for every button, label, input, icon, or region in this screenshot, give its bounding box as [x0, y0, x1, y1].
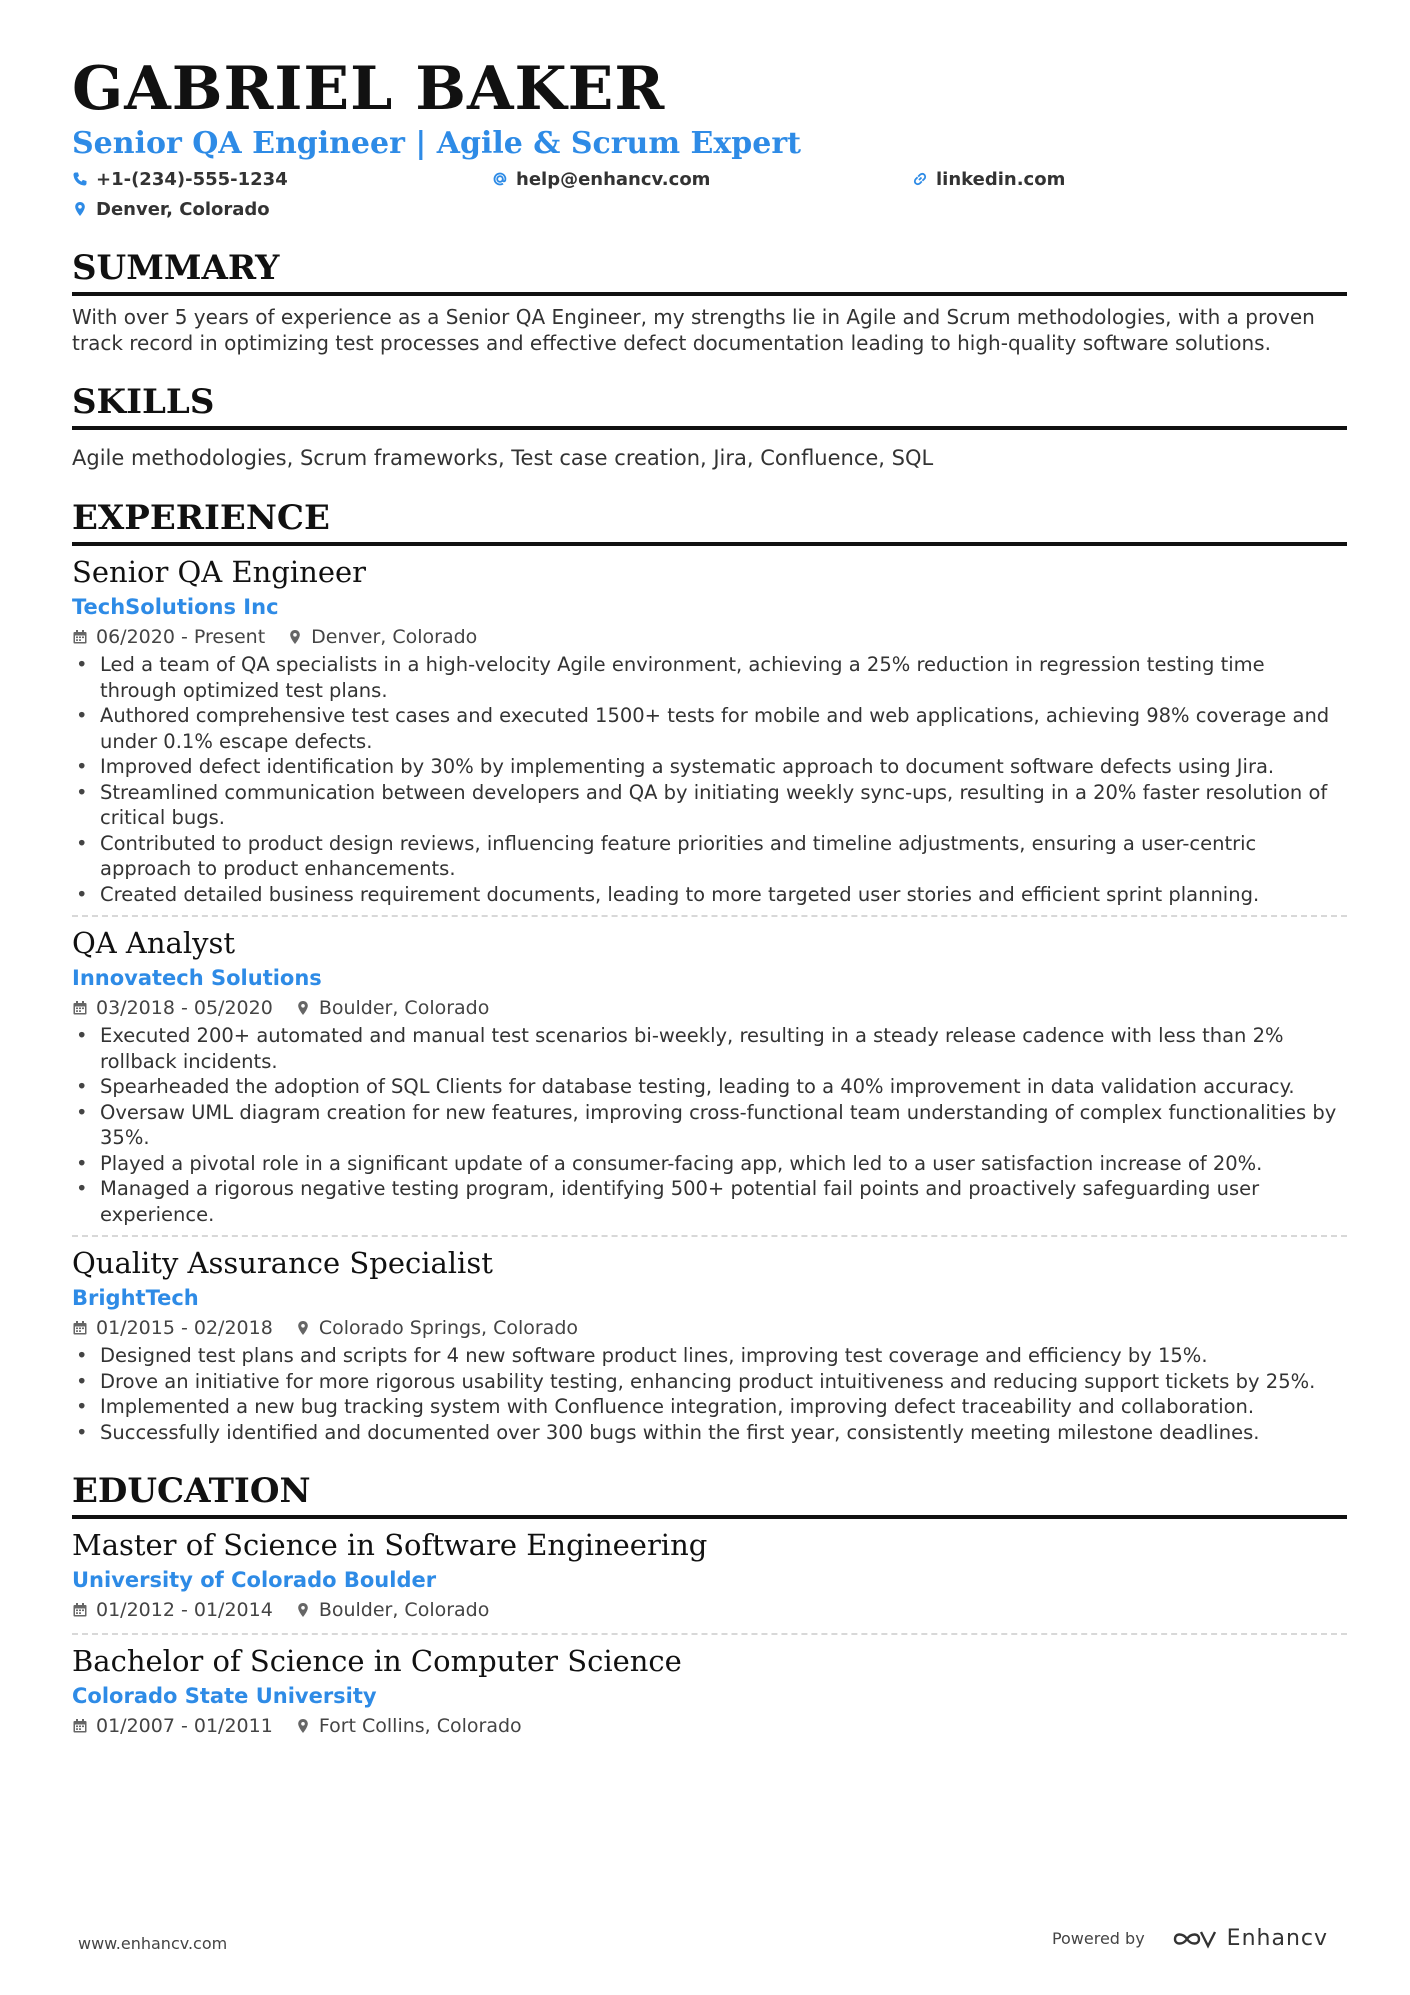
job-location [295, 1313, 578, 1343]
calendar-icon [72, 1718, 88, 1734]
education-entry [72, 1633, 1347, 1741]
map-pin-icon [72, 201, 88, 217]
calendar-icon [72, 1000, 88, 1016]
skills-heading: SKILLS [72, 382, 1347, 430]
bullet-item: • Oversaw UML diagram creation for new features, improving cross-functional team understanding of complex functionalities by 35%. [72, 1100, 1347, 1151]
experience-entry [72, 915, 1347, 1227]
education-location [295, 1595, 490, 1625]
experience-entry [72, 546, 1347, 907]
education-meta [72, 1595, 1347, 1625]
bullet-item: • Executed 200+ automated and manual test scenarios bi-weekly, resulting in a steady release cadence with less than 2% rollback incidents. [72, 1023, 1347, 1074]
job-location-text: Denver, Colorado [311, 626, 478, 648]
summary-section [72, 248, 1347, 356]
phone-number: +1-(234)-555-1234 [96, 168, 288, 190]
education-dates: 01/2012 - 01/2014 [96, 1599, 273, 1621]
job-dates: 03/2018 - 05/2020 [96, 997, 273, 1019]
bullet-item: • Managed a rigorous negative testing program, identifying 500+ potential fail points and proactively safeguarding user experience. [72, 1176, 1347, 1227]
job-bullets [72, 652, 1347, 907]
candidate-name: GABRIEL BAKER [72, 54, 666, 124]
job-location [295, 993, 490, 1023]
powered-by-label: Powered by [1051, 1929, 1145, 1948]
education-location [295, 1711, 522, 1741]
education-heading: EDUCATION [72, 1471, 1347, 1519]
skills-section [72, 382, 1347, 472]
linkedin-link: linkedin.com [936, 168, 1066, 190]
education-dates: 01/2007 - 01/2011 [96, 1715, 273, 1737]
job-meta [72, 622, 1347, 652]
education-entry [72, 1519, 1347, 1625]
brand-name: Enhancv [1226, 1926, 1328, 1951]
job-location [287, 622, 477, 652]
bullet-item: • Designed test plans and scripts for 4 new software product lines, improving test coverage and efficiency by 15%. [72, 1343, 1347, 1369]
experience-entry [72, 1235, 1347, 1445]
footer-website[interactable]: www.enhancv.com [78, 1934, 228, 1953]
bullet-item: • Implemented a new bug tracking system with Confluence integration, improving defect traceability and collaboration. [72, 1394, 1347, 1420]
education-meta [72, 1711, 1347, 1741]
enhancv-logo-icon [1171, 1927, 1219, 1951]
company-name: BrightTech [72, 1286, 199, 1310]
job-meta [72, 993, 1347, 1023]
map-pin-icon [295, 1602, 311, 1618]
phone-icon [72, 171, 88, 187]
map-pin-icon [295, 1718, 311, 1734]
map-pin-icon [295, 1000, 311, 1016]
bullet-item: • Played a pivotal role in a significant update of a consumer-facing app, which led to a user satisfaction increase of 20%. [72, 1151, 1347, 1177]
degree-title: Master of Science in Software Engineering [72, 1528, 708, 1562]
company-name: TechSolutions Inc [72, 595, 279, 619]
job-bullets [72, 1343, 1347, 1445]
contact-email[interactable] [492, 166, 912, 192]
at-sign-icon [492, 171, 508, 187]
company-name: Innovatech Solutions [72, 966, 322, 990]
school-name: Colorado State University [72, 1684, 377, 1708]
bullet-item: • Streamlined communication between developers and QA by initiating weekly sync-ups, resulting in a 20% faster resolution of critical bugs. [72, 780, 1347, 831]
bullet-item: • Improved defect identification by 30% by implementing a systematic approach to document software defects using Jira. [72, 754, 1347, 780]
map-pin-icon [287, 629, 303, 645]
experience-section [72, 498, 1347, 1445]
link-icon [912, 171, 928, 187]
candidate-title: Senior QA Engineer | Agile & Scrum Expert [72, 126, 802, 161]
contact-info [72, 166, 1347, 222]
education-location-text: Boulder, Colorado [318, 1599, 490, 1621]
job-role: Quality Assurance Specialist [72, 1246, 493, 1280]
summary-heading: SUMMARY [72, 248, 1347, 296]
job-location-text: Boulder, Colorado [318, 997, 490, 1019]
bullet-item: • Contributed to product design reviews, influencing feature priorities and timeline adjustments, ensuring a user-centric approach to product enhancements. [72, 831, 1347, 882]
bullet-item: • Successfully identified and documented over 300 bugs within the first year, consistently meeting milestone deadlines. [72, 1420, 1347, 1446]
job-role: QA Analyst [72, 926, 236, 960]
school-name: University of Colorado Boulder [72, 1568, 437, 1592]
contact-linkedin[interactable] [912, 166, 1332, 192]
bullet-item: • Drove an initiative for more rigorous usability testing, enhancing product intuitiveness and reducing support tickets by 25%. [72, 1369, 1347, 1395]
calendar-icon [72, 1602, 88, 1618]
bullet-item: • Spearheaded the adoption of SQL Clients for database testing, leading to a 40% improvement in data validation accuracy. [72, 1074, 1347, 1100]
education-section [72, 1471, 1347, 1741]
page-footer [78, 1926, 1328, 1962]
resume-header [72, 56, 1347, 222]
job-bullets [72, 1023, 1347, 1227]
job-dates: 01/2015 - 02/2018 [96, 1317, 273, 1339]
degree-title: Bachelor of Science in Computer Science [72, 1644, 682, 1678]
footer-branding [1052, 1926, 1328, 1951]
contact-phone [72, 166, 492, 192]
experience-heading: EXPERIENCE [72, 498, 1347, 546]
bullet-item: • Authored comprehensive test cases and executed 1500+ tests for mobile and web applications, achieving 98% coverage and under 0.1% escape defects. [72, 703, 1347, 754]
bullet-item: • Created detailed business requirement documents, leading to more targeted user stories and efficient sprint planning. [72, 882, 1347, 908]
location-text: Denver, Colorado [96, 198, 270, 220]
education-location-text: Fort Collins, Colorado [318, 1715, 522, 1737]
map-pin-icon [295, 1320, 311, 1336]
skills-list: Agile methodologies, Scrum frameworks, Test case creation, Jira, Confluence, SQL [72, 446, 934, 470]
job-location-text: Colorado Springs, Colorado [318, 1317, 579, 1339]
job-role: Senior QA Engineer [72, 555, 367, 589]
job-meta [72, 1313, 1347, 1343]
calendar-icon [72, 1320, 88, 1336]
calendar-icon [72, 629, 88, 645]
email-address: help@enhancv.com [516, 168, 711, 190]
job-dates: 06/2020 - Present [96, 626, 266, 648]
summary-text: With over 5 years of experience as a Senior QA Engineer, my strengths lie in Agile and Scrum methodologies, with a proven track record in optimizing test processes and effective defect documentation leading to high-quality software solutions. [72, 305, 1315, 355]
bullet-item: • Led a team of QA specialists in a high-velocity Agile environment, achieving a 25% reduction in regression testing time through optimized test plans. [72, 652, 1347, 703]
resume-page [72, 56, 1347, 1741]
contact-location [72, 196, 492, 222]
